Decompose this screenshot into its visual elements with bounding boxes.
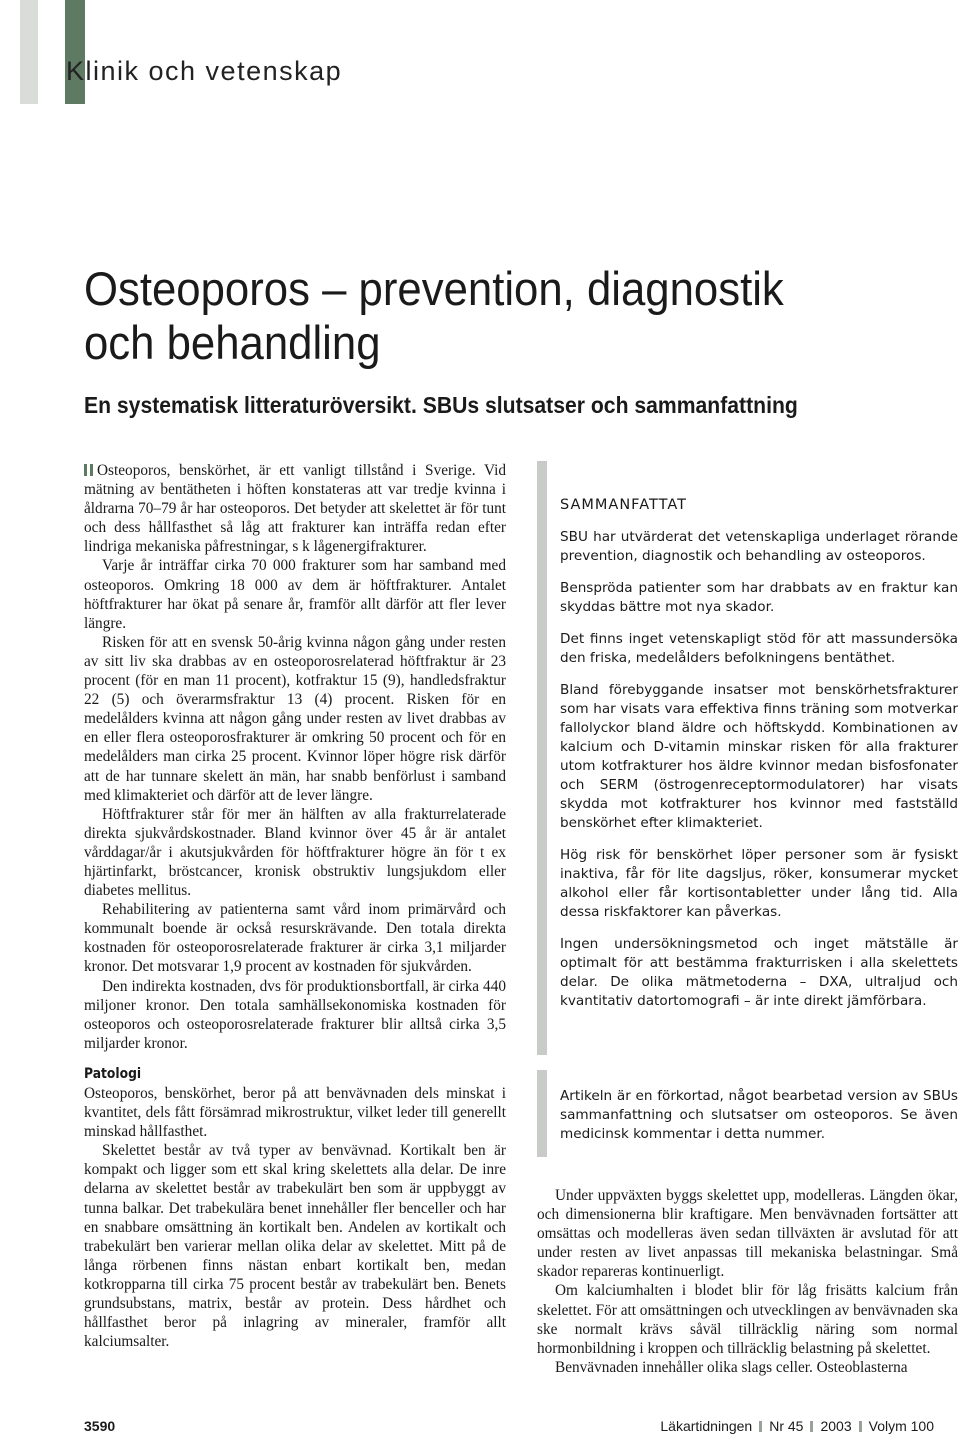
- volume: Volym 100: [868, 1418, 934, 1434]
- body-paragraph: Skelettet består av två typer av benvävnad. Kortikalt ben är kompakt och ligger som ett skal kring skelettets alla delar. De inre delarna av skelettet består av trabekulärt ben som är uppbyggt av tunna balkar. Det trabekulära benet innehåller fler benceller och har en snabbare omsättning än kortikalt ben. Andelen av kortikalt och trabekulärt ben varierar mellan olika delar av skelettet. Mitt på de långa rörbenen finns nästan enbart kortikalt ben, medan kotkropparna till cirka 75 procent består av trabekulärt ben. Benets grundsubstans, matrix, består av protein. Dess hårdhet och hållfasthet beror på inlagring av mineraler, framför allt kalciumsalter.: [84, 1142, 506, 1351]
- page-number: 3590: [84, 1418, 116, 1434]
- footer-separator: [859, 1421, 862, 1432]
- summary-point: Bland förebyggande insatser mot benskörhetsfrakturer som har visats vara effektiva finns träning som motverkar fallolyckor bland äldre och höftskydd. Kombinationen av kalcium och D-vitamin minskar risken för alla frakturer utom kotfrakturer hos äldre kvinnor medan bisfosfonater och SERM (östrogenreceptormodulatorer) har visats skydda mot kotfrakturer hos kvinnor med fastställd benskörhet efter klimakteriet.: [560, 682, 958, 831]
- article-title: Osteoporos – prevention, diagnostik och behandling: [84, 262, 784, 369]
- journal-name: Läkartidningen: [660, 1418, 753, 1434]
- summary-box: [560, 496, 958, 1024]
- body-paragraph: Den indirekta kostnaden, dvs för produktionsbortfall, är cirka 440 miljoner kronor. Den totala samhällsekonomiska kostnaden för osteoporos och osteoporosrelaterade frakturer blir alltså cirka 3,5 miljarder kronor.: [84, 977, 506, 1052]
- body-paragraph: Under uppväxten byggs skelettet upp, modelleras. Längden ökar, och dimensionerna blir kraftigare. Men benvävnaden fortsätter att omsättas och modelleras även sedan tillväxten är avslutad för att under resten av livet anpassas till mekaniska belastningar. Små skador repareras kontinuerligt.: [537, 1187, 958, 1281]
- lead-text: Osteoporos, benskörhet, är ett vanligt tillstånd i Sverige. Vid mätning av bentätheten i höften konstateras att var tredje kvinna i åldrarna 70–79 år har osteoporos. Det betyder att skelettet är för tunt och dess hållfasthet så låg att frakturer kan inträffa redan efter lindriga mekaniska påfrestningar, s k lågenergifrakturer.: [84, 462, 506, 556]
- editor-note: [560, 1087, 958, 1157]
- summary-point: Det finns inget vetenskapligt stöd för att massundersöka den friska, medelålders befolkningens bentäthet.: [560, 631, 958, 666]
- section-bar-accent: [65, 0, 85, 104]
- body-paragraph: Höftfrakturer står för mer än hälften av alla frakturrelaterade direkta sjukvårdskostnader. Bland kvinnor över 45 år är antalet vårddagar/år i akutsjukvården för höftfrakturer högre än för t ex hjärtinfarkt, bröstcancer, kronisk obstruktiv lungsjukdom eller diabetes mellitus.: [84, 805, 506, 900]
- summary-point: Ingen undersökningsmetod och inget mätställe är optimalt för att bestämma frakturrisken i alla skelettets delar. De olika mätmetoderna – DXA, ultraljud och kvantitativ datortomografi – är inte direkt jämförbara.: [560, 936, 958, 1009]
- year: 2003: [820, 1418, 852, 1434]
- left-column: [84, 461, 506, 1351]
- body-paragraph: Risken för att en svensk 50-årig kvinna någon gång under resten av sitt liv ska drabbas av en osteoporosrelaterad höftfraktur är 23 procent (för en man 11 procent), kotfraktur 15 (9), handledsfraktur 22 (5) och överarmsfraktur 13 (4) procent. Risken för en medelålders kvinna att någon gång under resten av livet drabbas av en eller flera osteoporosfrakturer är omkring 50 procent och för en medelålders man cirka 25 procent. Kvinnor löper högre risk därför att de har tunnare skelett än män, har snabb benförlust i samband med klimakteriet och därför att de lever längre.: [84, 633, 506, 804]
- body-paragraph: Osteoporos, benskörhet, beror på att benvävnaden dels minskat i kvantitet, dels fått försämrad mikrostruktur, vilket leder till generellt minskad hållfasthet.: [84, 1085, 506, 1141]
- article-subtitle: En systematisk litteraturöversikt. SBUs slutsatser och sammanfattning: [84, 392, 798, 418]
- pathology-heading: Patologi: [84, 1065, 142, 1082]
- issue-number: Nr 45: [769, 1418, 804, 1434]
- editor-note-text: Artikeln är en förkortad, något bearbetad version av SBUs sammanfattning och slutsatser om osteoporos. Se även medicinsk kommentar i detta nummer.: [560, 1088, 958, 1142]
- summary-point: Hög risk för benskörhet löper personer som är fysiskt inaktiva, får för lite dagsljus, röker, konsumerar mycket alkohol eller får kortisontabletter under lång tid. Alla dessa riskfaktorer kan påverkas.: [560, 847, 958, 920]
- journal-footer: [660, 1418, 934, 1434]
- lead-paragraph: [84, 461, 506, 556]
- section-bar-pale: [20, 0, 38, 104]
- summary-point: SBU har utvärderat det vetenskapliga underlaget rörande prevention, diagnostik och behandling av osteoporos.: [560, 529, 958, 564]
- body-paragraph: Benvävnaden innehåller olika slags celler. Osteoblasterna: [555, 1358, 908, 1376]
- summary-stripe: [537, 461, 547, 1055]
- summary-heading: SAMMANFATTAT: [560, 497, 687, 513]
- note-stripe: [537, 1070, 547, 1157]
- footer-separator: [810, 1421, 813, 1432]
- section-title: Klinik och vetenskap: [66, 56, 343, 86]
- body-paragraph: Rehabilitering av patienterna samt vård inom primärvård och kommunalt boende är också resurskrävande. Den totala direkta kostnaden för osteoporosrelaterade frakturer är cirka 3,1 miljarder kronor. Det motsvarar 1,9 procent av kostnaden för sjukvården.: [84, 901, 506, 976]
- paragraph-marker-icon: [84, 464, 93, 476]
- right-column: [537, 1186, 958, 1377]
- body-paragraph: Varje år inträffar cirka 70 000 frakturer som har samband med osteoporos. Omkring 18 000 av dem är höftfrakturer. Antalet höftfrakturer har ökat på senare år, framför allt därför att fler lever längre.: [84, 557, 506, 632]
- summary-point: Benspröda patienter som har drabbats av en fraktur kan skyddas bättre mot nya skador.: [560, 580, 958, 615]
- footer-separator: [759, 1421, 762, 1432]
- body-paragraph: Om kalciumhalten i blodet blir för låg frisätts kalcium från skelettet. För att omsättningen och utvecklingen av benvävnaden ska ske normalt krävs såväl tillräcklig näring som normal hormonbildning i kroppen och tillräcklig belastning på skelettet.: [537, 1282, 958, 1357]
